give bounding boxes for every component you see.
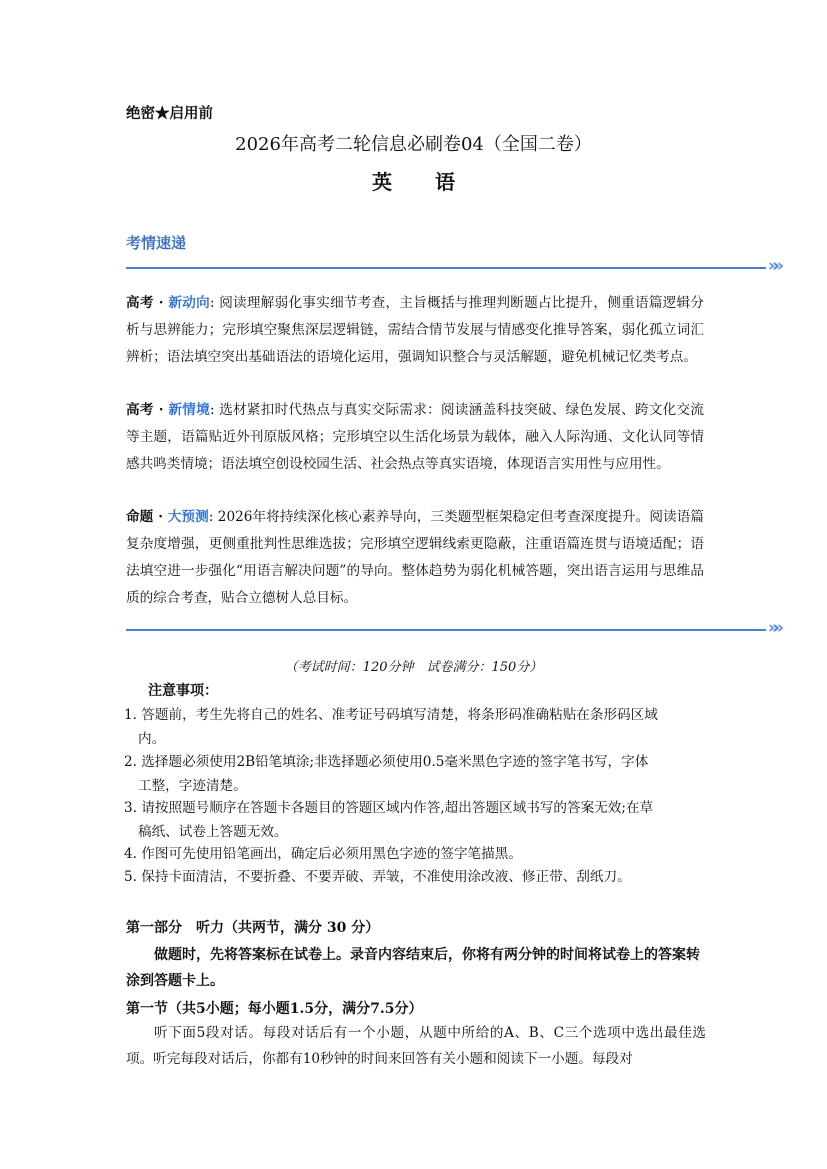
para-tag-accent: 大预测 [167, 509, 209, 525]
notes-title: 注意事项： [148, 683, 218, 699]
note-item [124, 703, 708, 751]
part1-instruction: 做题时，先将答案标在试卷上。录音内容结束后，你将有两分钟的时间将试卷上的答案转涂到答题卡上。 [126, 947, 700, 989]
confidential-label: 绝密★启用前 [126, 105, 213, 122]
note-line-continued: 工整，字迹清楚。 [138, 778, 247, 794]
overview-paragraph-prediction [126, 504, 704, 612]
note-item [124, 796, 708, 844]
note-line: 4. 作图可先使用铅笔画出，确定后必须用黑色字迹的签字笔描黑。 [124, 846, 522, 862]
exam-title: 2026年高考二轮信息必刷卷04（全国二卷） [235, 134, 592, 155]
note-item [124, 842, 708, 866]
double-chevron-icon: »» [768, 618, 778, 638]
note-line: 5. 保持卡面清洁，不要折叠、不要弄破、弄皱，不准使用涂改液、修正带、刮纸刀。 [124, 869, 631, 885]
bottom-divider [126, 629, 766, 631]
note-item [124, 865, 708, 889]
note-line-continued: 稿纸、试卷上答题无效。 [138, 824, 288, 840]
top-divider [126, 267, 766, 269]
para-tag-accent: 新动向 [168, 295, 211, 311]
exam-time-and-score: （考试时间：120分钟 试卷满分：150分） [284, 660, 543, 675]
para-tag-prefix: 高考 · [126, 402, 169, 418]
para-tag-prefix: 高考 · [126, 295, 169, 311]
note-line: 1. 答题前，考生先将自己的姓名、准考证号码填写清楚，将条形码准确粘贴在条形码区域 [124, 707, 658, 723]
note-item [124, 750, 708, 798]
note-line-continued: 内。 [138, 731, 166, 747]
section1-title: 第一节（共5小题；每小题1.5分，满分7.5分） [126, 1001, 423, 1017]
note-line: 2. 选择题必须使用2B铅笔填涂;非选择题必须使用0.5毫米黑色字迹的签字笔书写，字体 [124, 754, 649, 770]
para-text: : 2026年将持续深化核心素养导向，三类题型框架稳定但考查深度提升。阅读语篇复杂度增强，更侧重批判性思维选拔；完形填空逻辑线索更隐蔽，注重语篇连贯与语境适配；语法填空进一步强化“用语言解决问题”的导向。整体趋势为弱化机械答题，突出语言运用与思维品质的综合考查，贴合立德树人总目标。 [126, 509, 704, 606]
para-tag-prefix: 命题 · [126, 509, 168, 525]
para-text: : 阅读理解弱化事实细节考查，主旨概括与推理判断题占比提升，侧重语篇逻辑分析与思辨能力；完形填空聚焦深层逻辑链，需结合情节发展与情感变化推导答案，弱化孤立词汇辨析；语法填空突出基础语法的语境化运用，强调知识整合与灵活解题，避免机械记忆类考点。 [126, 295, 704, 365]
double-chevron-icon: »» [768, 256, 778, 276]
para-tag-accent: 新情境 [168, 402, 211, 418]
para-text: : 选材紧扣时代热点与真实交际需求：阅读涵盖科技突破、绿色发展、跨文化交流等主题，语篇贴近外刊原版风格；完形填空以生活化场景为载体，融入人际沟通、文化认同等情感共鸣类情境；语法填空创设校园生活、社会热点等真实语境，体现语言实用性与应用性。 [126, 402, 704, 472]
subject-title: 英 语 [372, 170, 473, 194]
overview-paragraph-new-context [126, 397, 704, 478]
section1-instruction: 听下面5段对话。每段对话后有一个小题，从题中所给的A、B、C三个选项中选出最佳选项。听完每段对话后，你都有10秒钟的时间来回答有关小题和阅读下一小题。每段对 [126, 1025, 706, 1067]
overview-heading: 考情速递 [126, 234, 187, 252]
part1-title: 第一部分 听力（共两节，满分 30 分） [126, 920, 380, 936]
note-line: 3. 请按照题号顺序在答题卡各题目的答题区域内作答,超出答题区域书写的答案无效;在草 [124, 800, 654, 816]
overview-paragraph-new-trend [126, 290, 704, 371]
